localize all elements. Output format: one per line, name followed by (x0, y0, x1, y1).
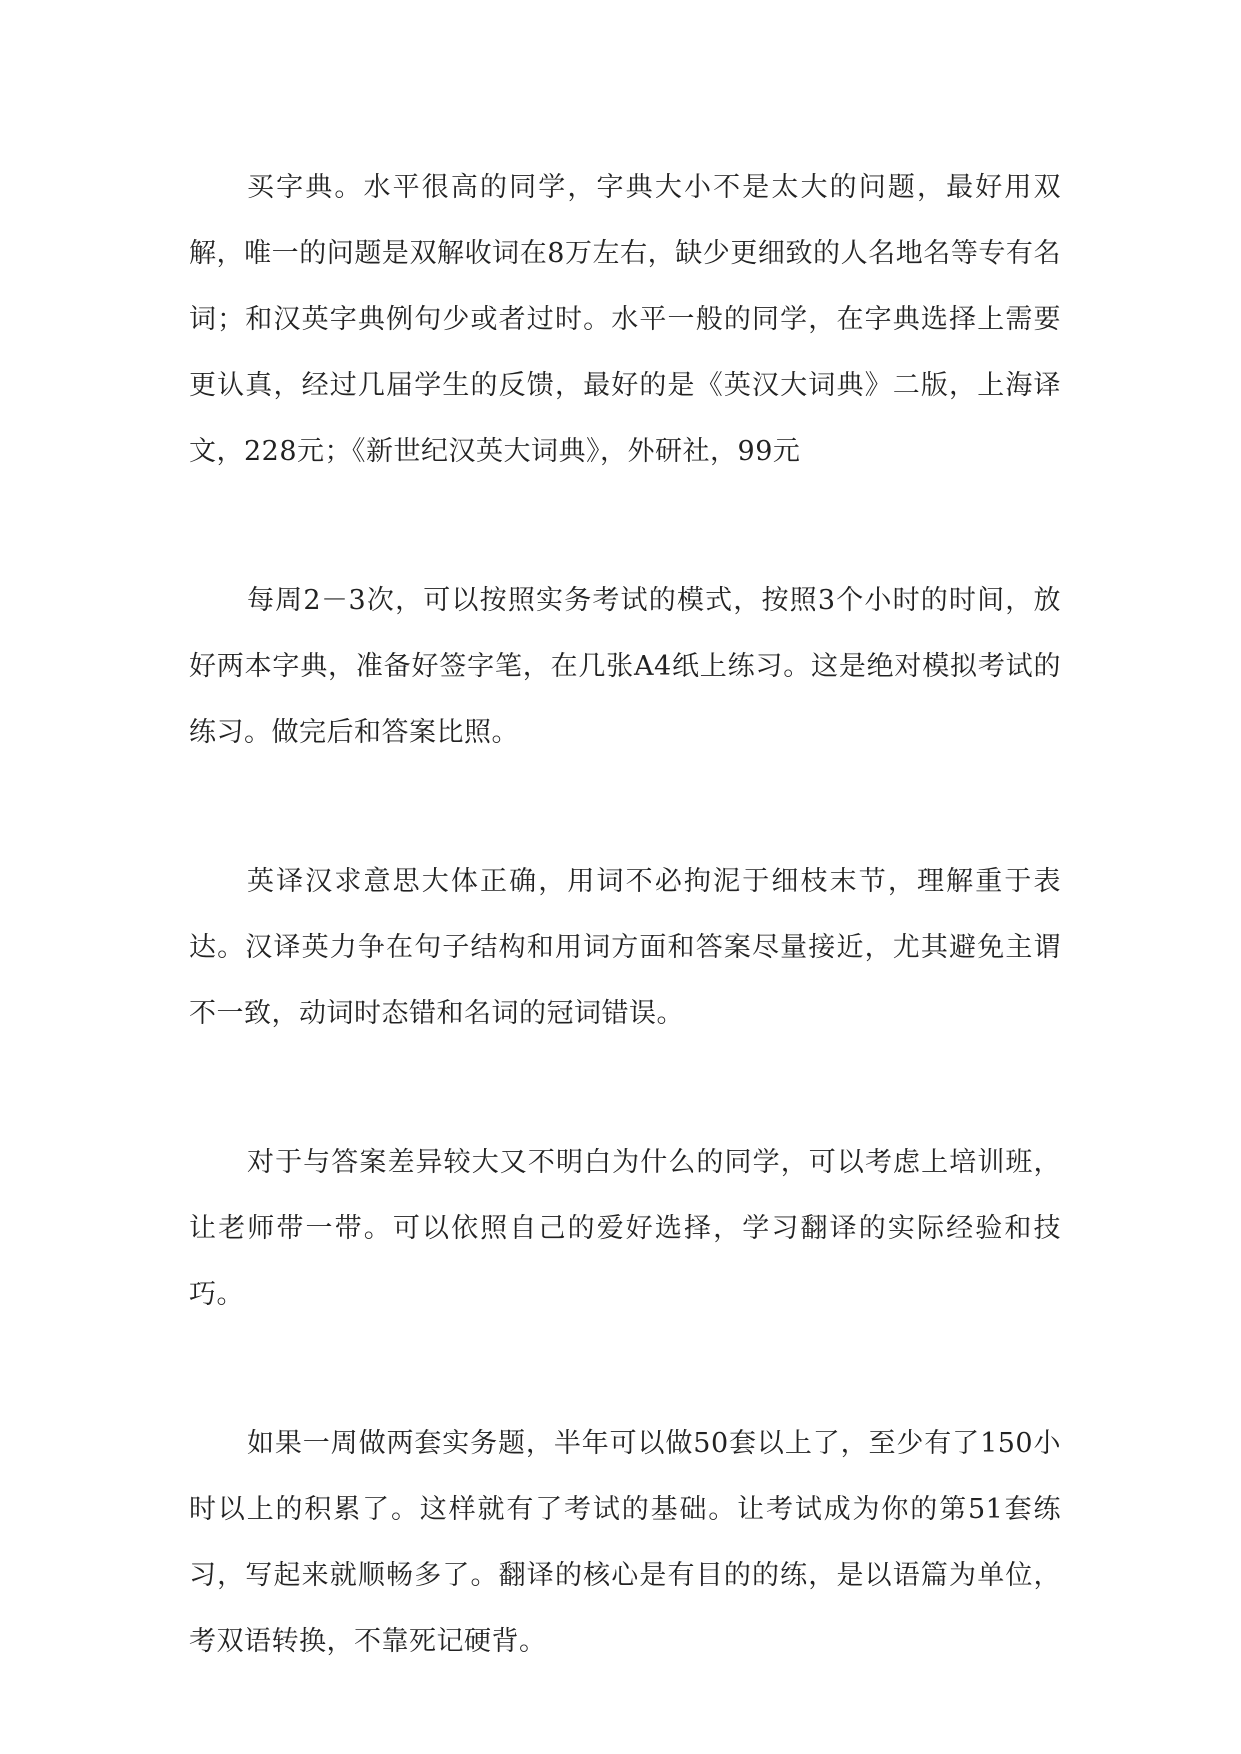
paragraph-translation-tips: 英译汉求意思大体正确，用词不必拘泥于细枝末节，理解重于表达。汉译英力争在句子结构和用词方面和答案尽量接近，尤其避免主谓不一致，动词时态错和名词的冠词错误。 (189, 866, 1061, 1029)
paragraph-practice-summary: 如果一周做两套实务题，半年可以做50套以上了，至少有了150小时以上的积累了。这样就有了考试的基础。让考试成为你的第51套练习，写起来就顺畅多了。翻译的核心是有目的的练，是以语篇为单位，考双语转换，不靠死记硬背。 (189, 1428, 1061, 1657)
paragraph-training-class: 对于与答案差异较大又不明白为什么的同学，可以考虑上培训班，让老师带一带。可以依照自己的爱好选择，学习翻译的实际经验和技巧。 (189, 1147, 1061, 1310)
paragraph-weekly-practice: 每周2－3次，可以按照实务考试的模式，按照3个小时的时间，放好两本字典，准备好签字笔，在几张A4纸上练习。这是绝对模拟考试的练习。做完后和答案比照。 (189, 585, 1061, 748)
document-body (189, 155, 1061, 1675)
paragraph-dictionary-advice: 买字典。水平很高的同学，字典大小不是太大的问题，最好用双解，唯一的问题是双解收词在8万左右，缺少更细致的人名地名等专有名词；和汉英字典例句少或者过时。水平一般的同学，在字典选择上需要更认真，经过几届学生的反馈，最好的是《英汉大词典》二版，上海译文，228元；《新世纪汉英大词典》，外研社，99元 (189, 172, 1061, 467)
